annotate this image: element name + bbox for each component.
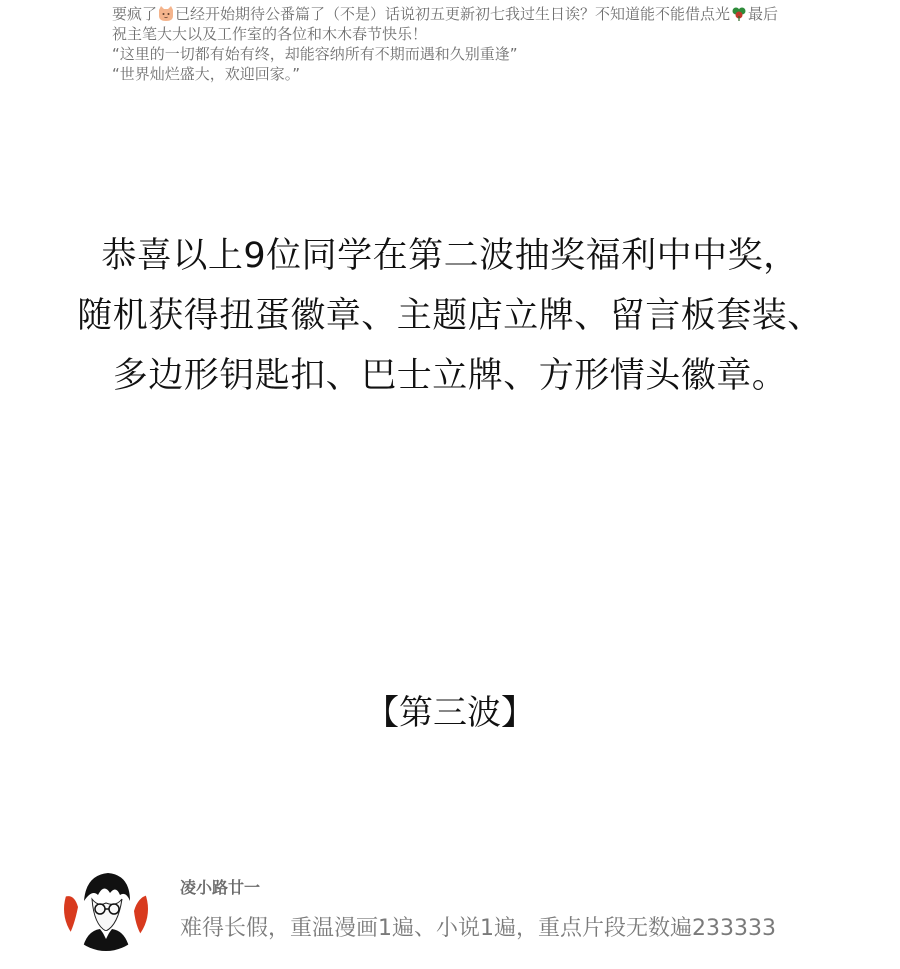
clover-icon	[731, 6, 747, 21]
comment-card	[64, 855, 884, 955]
comment-username[interactable]: 凌小路廿一	[180, 878, 261, 897]
comment-line-1: 要疯了 已经开始期待公番篇了（不是）话说初五更新初七我过生日诶？不知道能不能借点光 最后	[112, 5, 779, 23]
comment-body: 难得长假，重温漫画1遍、小说1遍，重点片段无数遍233333	[180, 916, 776, 941]
previous-comment-text	[112, 4, 882, 84]
third-wave-title: 【第三波】	[365, 693, 535, 733]
anime-avatar-icon[interactable]	[64, 867, 148, 951]
announcement-line-3: 多边形钥匙扣、巴士立牌、方形情头徽章。	[112, 356, 788, 396]
comment-line-3: “这里的一切都有始有终，却能容纳所有不期而遇和久别重逢”	[112, 45, 518, 63]
announcement-line-2: 随机获得扭蛋徽章、主题店立牌、留言板套装、	[77, 296, 823, 336]
comment-line-4: “世界灿烂盛大，欢迎回家。”	[112, 65, 301, 83]
winner-announcement	[0, 226, 900, 406]
cat-face-icon	[158, 6, 174, 21]
announcement-line-1: 恭喜以上9位同学在第二波抽奖福利中中奖，	[101, 236, 799, 276]
comment-line-2: 祝主笔大大以及工作室的各位和木木春节快乐！	[112, 25, 428, 43]
